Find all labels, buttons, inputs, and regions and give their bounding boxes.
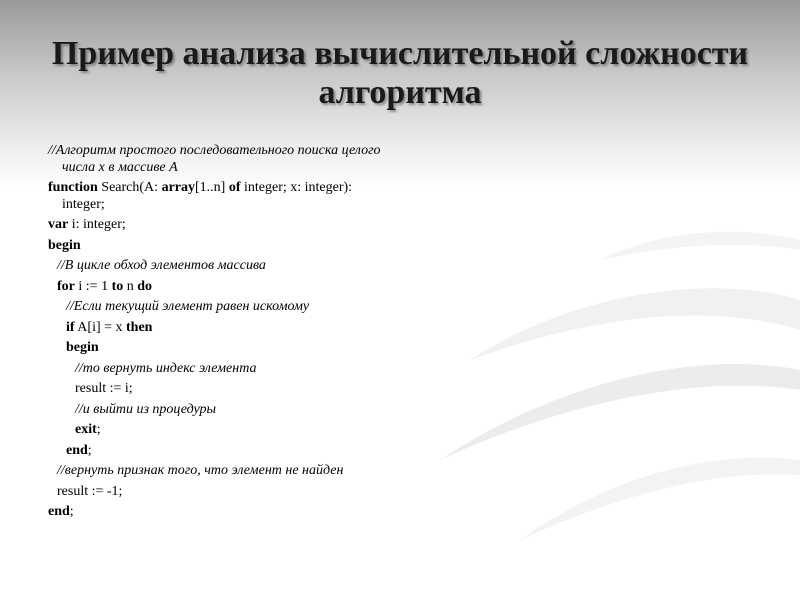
code-text: n (123, 278, 138, 294)
code-line (48, 180, 388, 213)
code-text: ; (87, 442, 92, 458)
code-keyword: exit (75, 422, 97, 437)
code-keyword: begin (48, 237, 81, 253)
code-keyword: do (137, 278, 153, 294)
code-text: ; (96, 422, 101, 437)
code-keyword: for (57, 278, 75, 294)
code-line (48, 504, 388, 521)
code-keyword: if (66, 319, 75, 335)
code-line (48, 217, 388, 234)
code-line (48, 279, 388, 296)
code-comment: //Алгоритм простого последовательного поиска целого числа x в массиве A (48, 143, 381, 175)
code-comment: //В цикле обход элементов массива (57, 258, 266, 273)
code-keyword: begin (66, 340, 99, 355)
code-line (48, 238, 388, 255)
code-keyword: of (228, 180, 241, 195)
code-text: ; (69, 504, 74, 519)
code-keyword: end (66, 442, 88, 458)
code-text: result := -1; (57, 483, 123, 499)
code-line (48, 443, 388, 460)
code-comment: //вернуть признак того, что элемент не найден (57, 463, 344, 478)
code-comment: //Если текущий элемент равен искомому (66, 299, 310, 314)
code-text: [1..n] (195, 180, 229, 195)
code-keyword: var (48, 217, 69, 232)
code-keyword: array (161, 180, 195, 195)
code-text: A[i] = x (74, 319, 127, 335)
code-line (48, 340, 388, 357)
code-comment: //и выйти из процедуры (75, 401, 217, 417)
code-listing (48, 143, 388, 525)
code-line (48, 320, 388, 337)
code-keyword: end (48, 504, 70, 519)
code-keyword: function (48, 180, 98, 195)
code-line (48, 422, 388, 439)
code-text: result := i; (75, 381, 133, 396)
code-line (48, 484, 388, 501)
code-comment: //то вернуть индекс элемента (75, 360, 257, 376)
code-keyword: to (111, 278, 124, 294)
code-keyword: then (126, 319, 153, 335)
code-text: Search(A: (97, 180, 162, 195)
code-text: i := 1 (74, 278, 112, 294)
code-text: integer; x: integer): integer; (62, 180, 353, 212)
slide-title: Пример анализа вычислительной сложности алгоритма (51, 35, 749, 111)
code-line (48, 381, 388, 398)
code-text: i: integer; (68, 217, 126, 232)
